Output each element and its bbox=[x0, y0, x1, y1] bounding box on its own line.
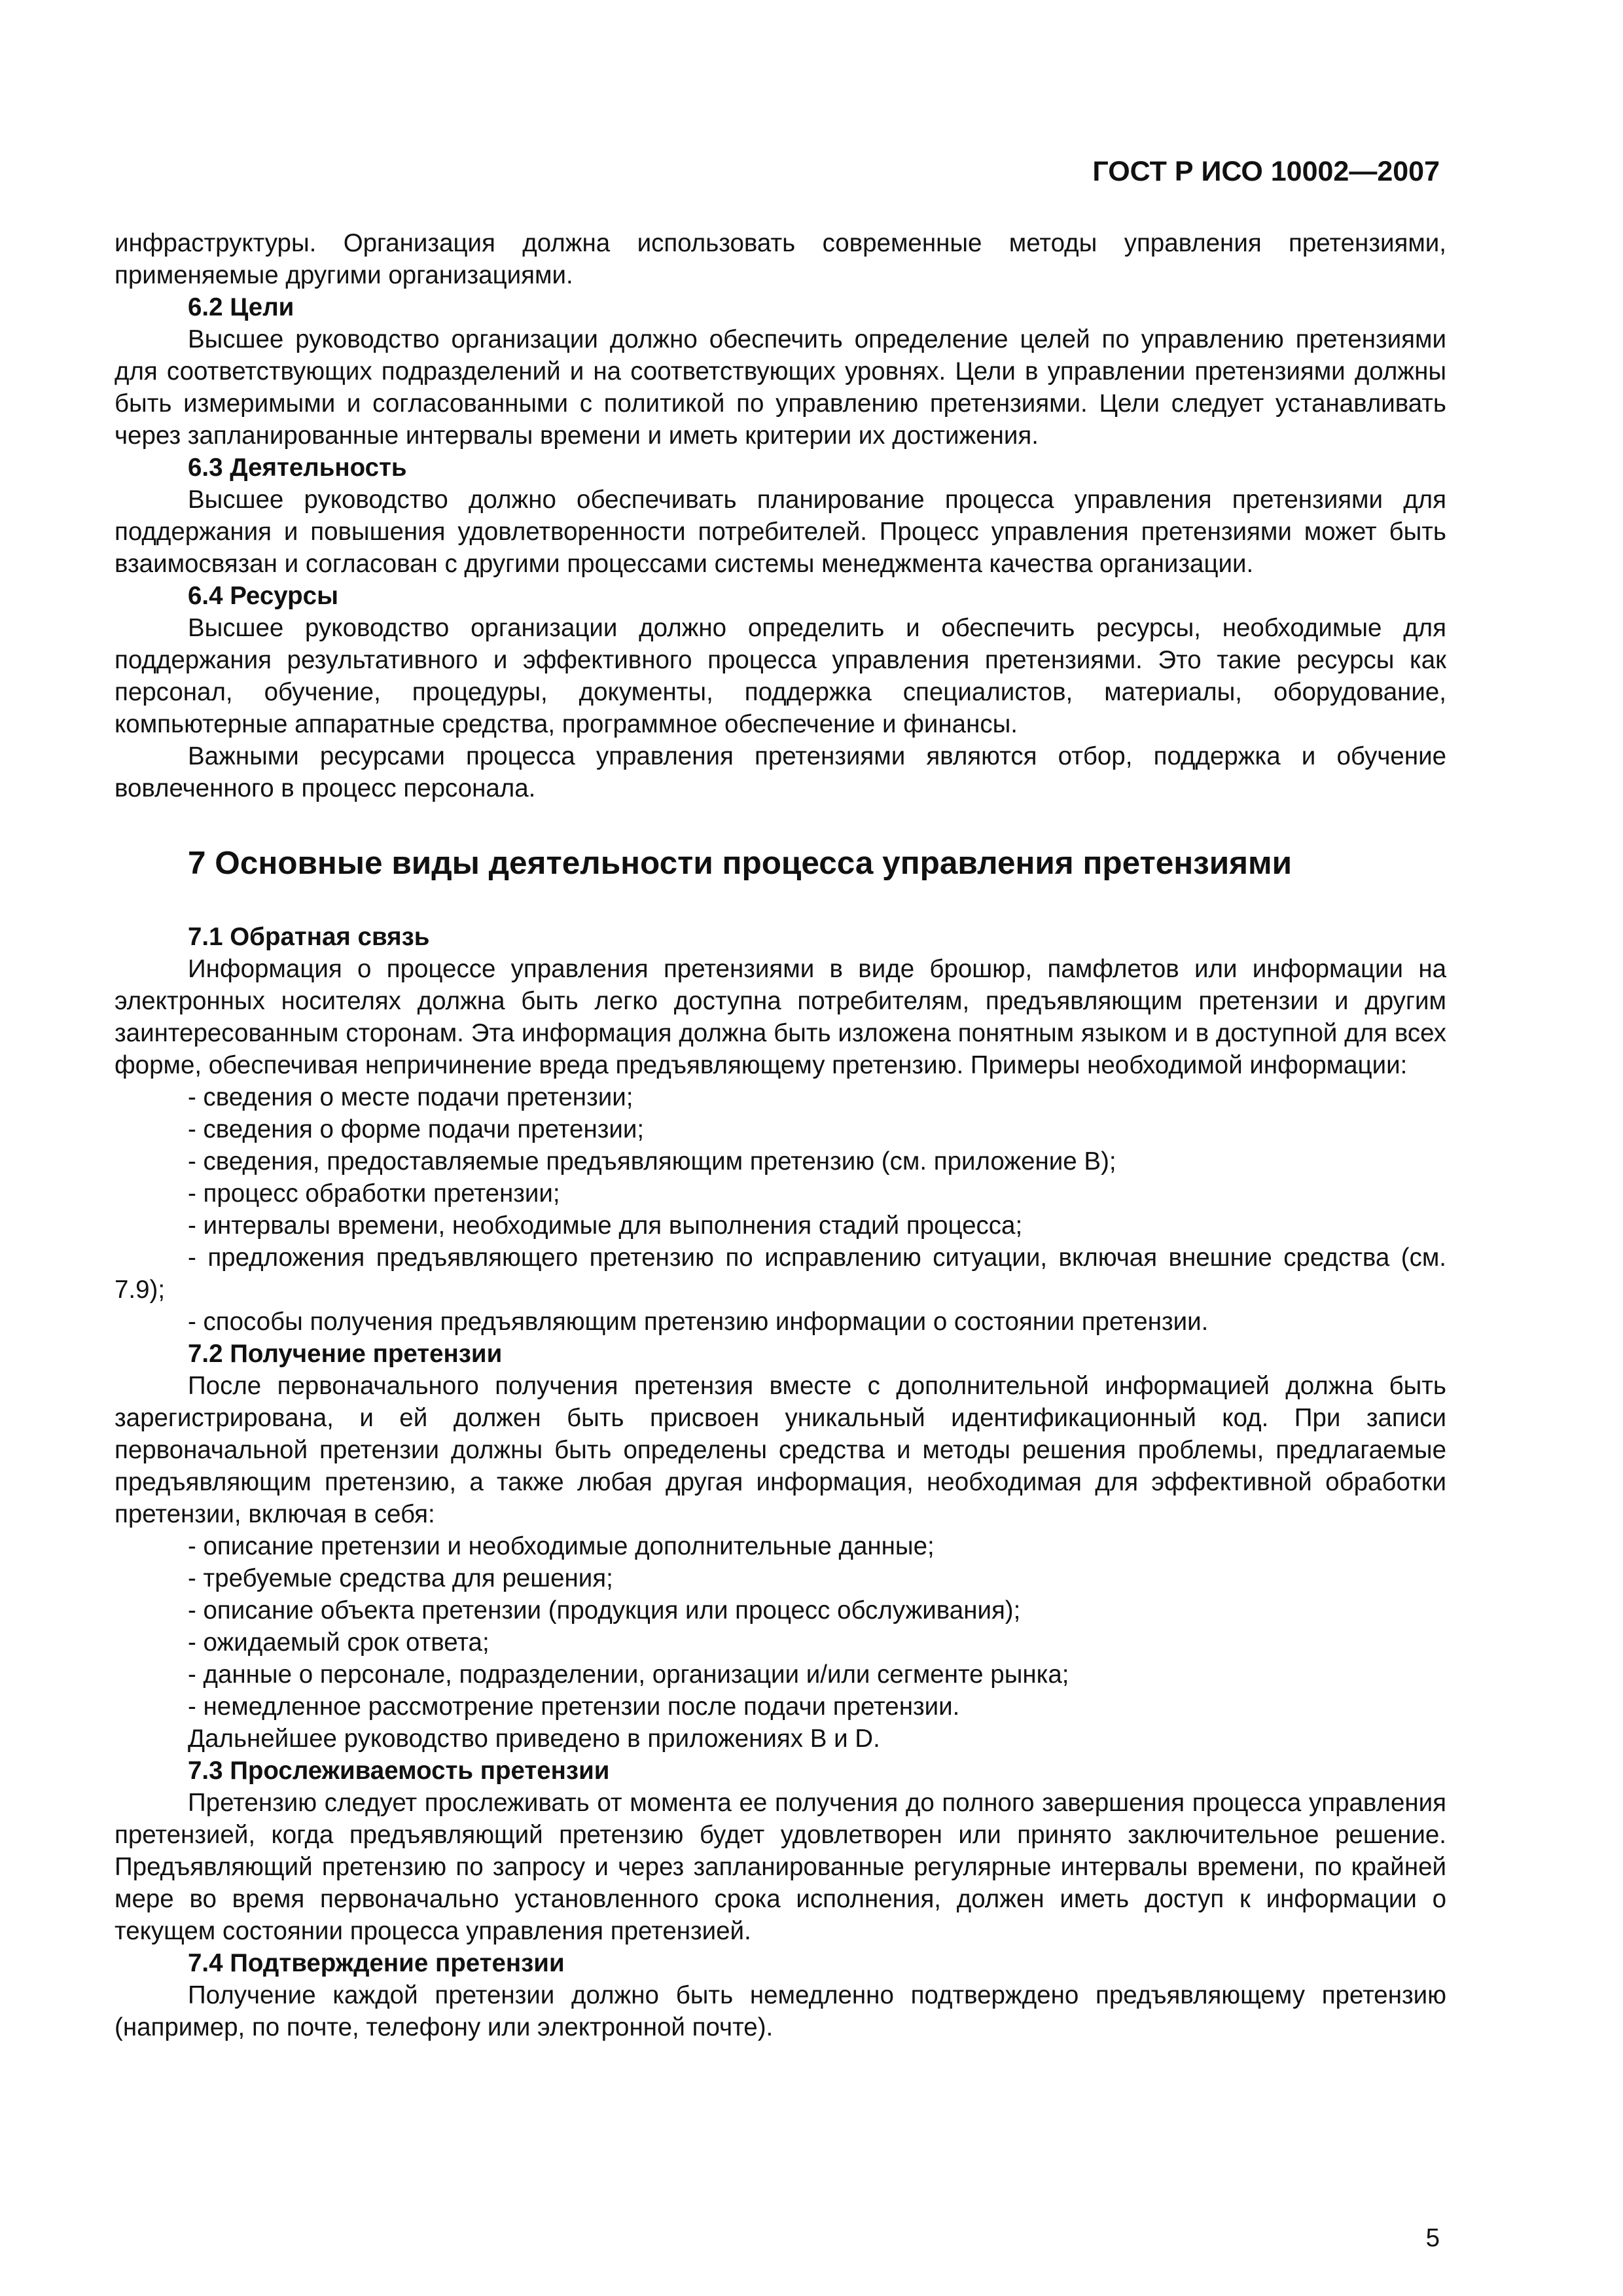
list-item: - сведения, предоставляемые предъявляющим претензию (см. приложение B); bbox=[188, 1147, 1116, 1175]
paragraph-7-2: После первоначального получения претензия вместе с дополнительной информацией должна быть зарегистрирована, и ей должен быть присвоен уникальный идентификационный код. При записи первоначальной претензии должны быть определены средства и методы решения проблемы, предлагаемые предъявляющим претензию, а также любая другая информация, необходимая для эффективной обработки претензии, включая в себя: bbox=[115, 1372, 1446, 1528]
page-content bbox=[115, 227, 1446, 2043]
paragraph-6-2: Высшее руководство организации должно обеспечить определение целей по управлению претензиями для соответствующих подразделений и на соответствующих уровнях. Цели в управлении претензиями должны быть измеримыми и согласованными с политикой по управлению претензиями. Цели следует устанавливать через запланированные интервалы времени и иметь критерии их достижения. bbox=[115, 325, 1446, 450]
heading-6-4: 6.4 Ресурсы bbox=[188, 582, 338, 610]
paragraph-7-3: Претензию следует прослеживать от момента ее получения до полного завершения процесса управления претензией, когда предъявляющий претензию будет удовлетворен или принято заключительное решение. Предъявляющий претензию по запросу и через запланированные регулярные интервалы времени, по крайней мере во время первоначально установленного срока исполнения, должен иметь доступ к информации о текущем состоянии процесса управления претензией. bbox=[115, 1789, 1446, 1945]
list-item: - процесс обработки претензии; bbox=[188, 1179, 560, 1208]
list-item: - сведения о форме подачи претензии; bbox=[188, 1115, 645, 1143]
list-item: - немедленное рассмотрение претензии после подачи претензии. bbox=[188, 1693, 960, 1721]
paragraph-6-4-1: Высшее руководство организации должно определить и обеспечить ресурсы, необходимые для поддержания результативного и эффективного процесса управления претензиями. Это такие ресурсы как персонал, обучение, процедуры, документы, поддержка специалистов, материалы, оборудование, компьютерные аппаратные средства, программное обеспечение и финансы. bbox=[115, 614, 1446, 738]
paragraph-6-3: Высшее руководство должно обеспечивать планирование процесса управления претензиями для поддержания и повышения удовлетворенности потребителей. Процесс управления претензиями может быть взаимосвязан и согласован с другими процессами системы менеджмента качества организации. bbox=[115, 486, 1446, 578]
paragraph-7-2-note: Дальнейшее руководство приведено в приложениях B и D. bbox=[188, 1725, 880, 1753]
list-item: - данные о персонале, подразделении, организации и/или сегменте рынка; bbox=[188, 1660, 1069, 1689]
heading-6-2: 6.2 Цели bbox=[188, 293, 294, 321]
list-item: - способы получения предъявляющим претензию информации о состоянии претензии. bbox=[188, 1308, 1209, 1336]
paragraph-7-1: Информация о процессе управления претензиями в виде брошюр, памфлетов или информации на электронных носителях должна быть легко доступна потребителям, предъявляющим претензии и другим заинтересованным сторонам. Эта информация должна быть изложена понятным языком и в доступной для всех форме, обеспечивая непричинение вреда предъявляющему претензию. Примеры необходимой информации: bbox=[115, 955, 1446, 1079]
heading-7-3: 7.3 Прослеживаемость претензии bbox=[188, 1757, 610, 1785]
list-item: - ожидаемый срок ответа; bbox=[188, 1628, 490, 1657]
list-item: - интервалы времени, необходимые для выполнения стадий процесса; bbox=[188, 1211, 1023, 1240]
section-7-title: 7 Основные виды деятельности процесса управления претензиями bbox=[188, 845, 1293, 881]
list-item: - описание объекта претензии (продукция или процесс обслуживания); bbox=[188, 1596, 1021, 1624]
heading-7-4: 7.4 Подтверждение претензии bbox=[188, 1949, 565, 1977]
heading-7-2: 7.2 Получение претензии bbox=[188, 1340, 503, 1368]
heading-7-1: 7.1 Обратная связь bbox=[188, 923, 430, 951]
document-code-header: ГОСТ Р ИСО 10002—2007 bbox=[1092, 156, 1440, 187]
page-number: 5 bbox=[1425, 2224, 1440, 2252]
list-item: - сведения о месте подачи претензии; bbox=[188, 1083, 633, 1111]
paragraph-6-4-2: Важными ресурсами процесса управления претензиями являются отбор, поддержка и обучение вовлеченного в процесс персонала. bbox=[115, 742, 1446, 802]
heading-6-3: 6.3 Деятельность bbox=[188, 454, 407, 482]
list-item: - описание претензии и необходимые дополнительные данные; bbox=[188, 1532, 935, 1560]
section-6-continuation: инфраструктуры. Организация должна использовать современные методы управления претензиями, применяемые другими организациями. bbox=[115, 229, 1446, 289]
list-item: - предложения предъявляющего претензию по исправлению ситуации, включая внешние средства (см. 7.9); bbox=[115, 1244, 1446, 1304]
list-item: - требуемые средства для решения; bbox=[188, 1564, 613, 1592]
paragraph-7-4: Получение каждой претензии должно быть немедленно подтверждено предъявляющему претензию (например, по почте, телефону или электронной почте). bbox=[115, 1981, 1446, 2041]
